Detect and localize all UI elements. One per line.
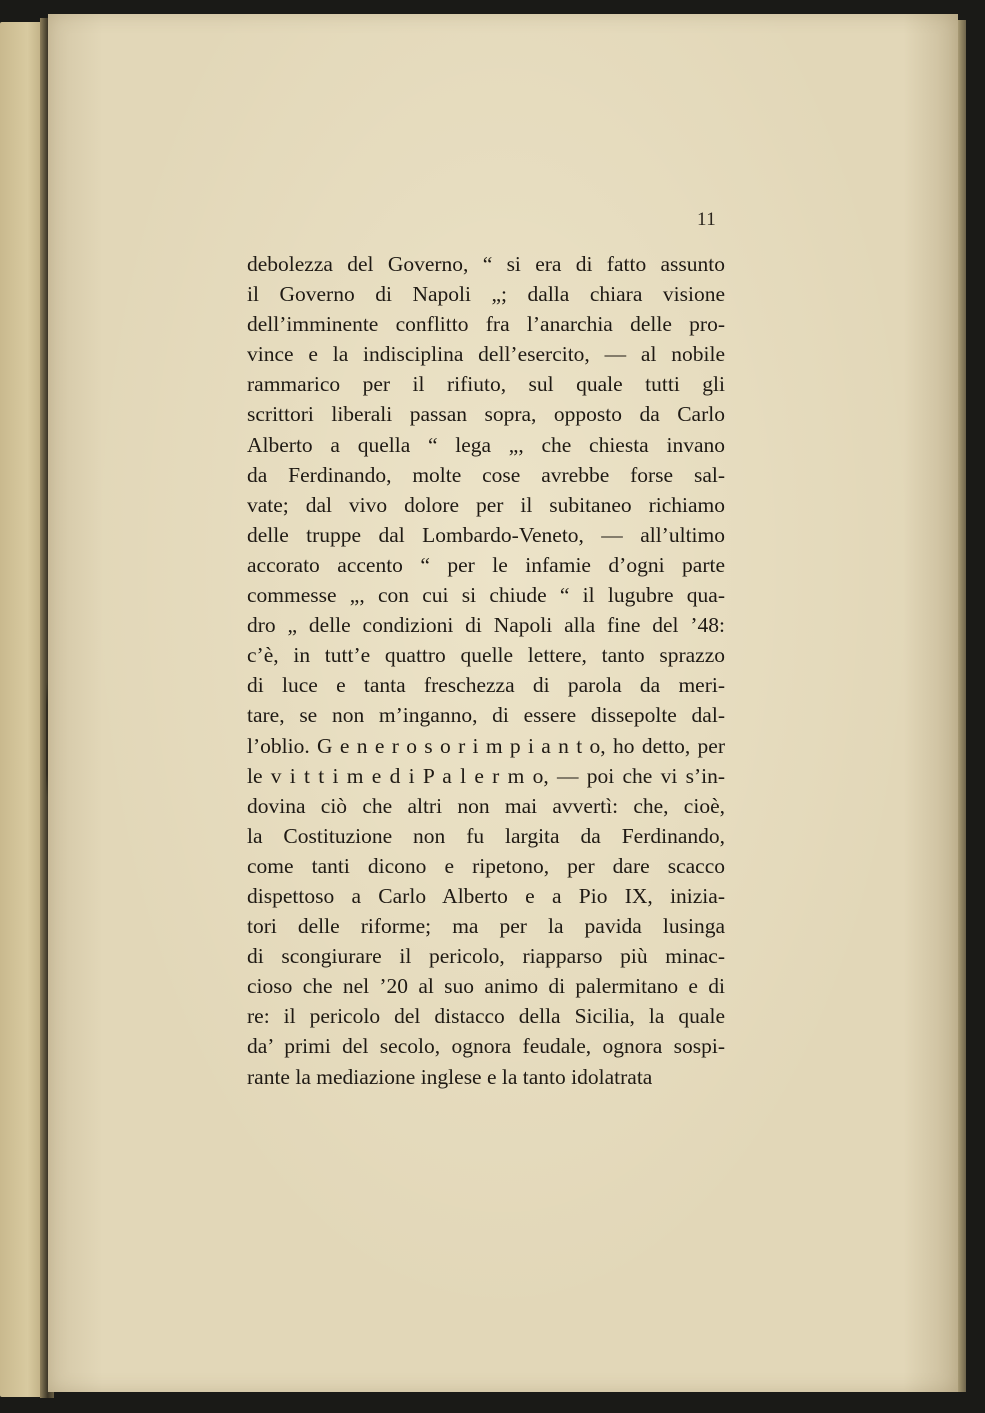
- text-line: le v i t t i m e d i P a l e r m o, — poi che vi s’in-: [247, 763, 725, 788]
- page-edge: [958, 20, 966, 1392]
- text-line: debolezza del Governo, “ si era di fatto assunto: [247, 252, 725, 276]
- text-line: come tanti dicono e ripetono, per dare scacco: [247, 853, 725, 878]
- text-line: la Costituzione non fu largita da Ferdinando,: [247, 823, 725, 848]
- text-line: delle truppe dal Lombardo-Veneto, — all’ultimo: [247, 522, 725, 547]
- text-line: c’è, in tutt’e quattro quelle lettere, tanto sprazzo: [247, 643, 725, 668]
- text-line: tori delle riforme; ma per la pavida lusinga: [247, 914, 725, 939]
- text-line: rante la mediazione inglese e la tanto idolatrata: [247, 1064, 653, 1089]
- text-line: tare, se non m’inganno, di essere dissepolte dal-: [247, 703, 725, 728]
- body-text: [247, 249, 725, 1092]
- text-line: da’ primi del secolo, ognora feudale, ognora sospi-: [247, 1034, 725, 1059]
- text-line: il Governo di Napoli „; dalla chiara visione: [247, 282, 725, 307]
- text-line: cioso che nel ’20 al suo animo di palermitano e di: [247, 974, 725, 999]
- text-line: vince e la indisciplina dell’esercito, — al nobile: [247, 342, 725, 367]
- text-line: l’oblio. G e n e r o s o r i m p i a n t o, ho detto, per: [247, 733, 725, 758]
- text-line: da Ferdinando, molte cose avrebbe forse sal-: [247, 462, 725, 487]
- text-line: commesse „, con cui si chiude “ il lugubre qua-: [247, 583, 725, 608]
- text-line: accorato accento “ per le infamie d’ogni parte: [247, 552, 725, 577]
- text-line: re: il pericolo del distacco della Sicilia, la quale: [247, 1004, 725, 1029]
- text-line: scrittori liberali passan sopra, opposto da Carlo: [247, 402, 725, 427]
- text-line: di scongiurare il pericolo, riapparso più minac-: [247, 944, 725, 969]
- text-line: dro „ delle condizioni di Napoli alla fine del ’48:: [247, 613, 725, 638]
- text-line: dell’imminente conflitto fra l’anarchia delle pro-: [247, 312, 725, 337]
- text-line: rammarico per il rifiuto, sul quale tutti gli: [247, 372, 725, 397]
- text-line: vate; dal vivo dolore per il subitaneo richiamo: [247, 492, 725, 517]
- text-line: di luce e tanta freschezza di parola da meri-: [247, 673, 725, 698]
- text-line: dispettoso a Carlo Alberto e a Pio IX, inizia-: [247, 883, 725, 908]
- page-number: 11: [697, 209, 717, 230]
- text-line: dovina ciò che altri non mai avvertì: che, cioè,: [247, 793, 725, 818]
- text-line: Alberto a quella “ lega „, che chiesta invano: [247, 432, 725, 457]
